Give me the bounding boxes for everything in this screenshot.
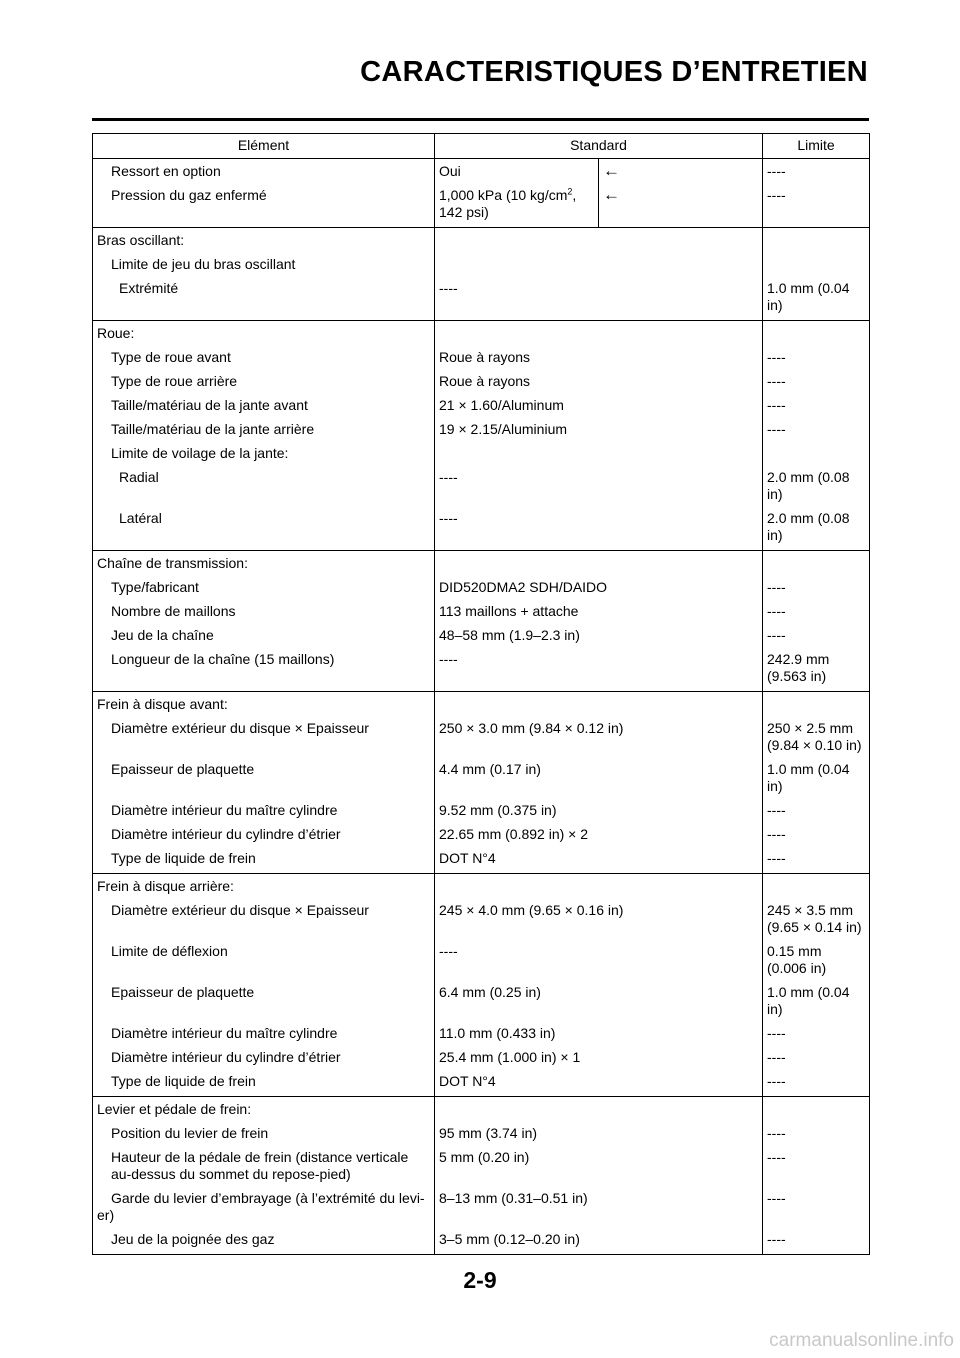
table-row: [93, 159, 870, 188]
row-label: Longueur de la chaîne (15 maillons): [93, 651, 435, 692]
group-title-row: [93, 321, 870, 350]
table-row: [93, 510, 870, 551]
row-limite: ----: [763, 603, 870, 627]
group-title-row: [93, 228, 870, 257]
row-limite: 0.15 mm (0.006 in): [763, 943, 870, 984]
row-limite: ----: [763, 1190, 870, 1231]
row-label: Type de liquide de frein: [93, 850, 435, 874]
row-standard: ----: [435, 469, 763, 510]
row-standard: 19 × 2.15/Aluminium: [435, 421, 763, 445]
group-title: Levier et pédale de frein:: [93, 1097, 435, 1126]
row-limite: ----: [763, 373, 870, 397]
row-label: Taille/matériau de la jante arrière: [93, 421, 435, 445]
row-standard: DOT N°4: [435, 850, 763, 874]
row-standard: 3–5 mm (0.12–0.20 in): [435, 1231, 763, 1255]
table-row: [93, 902, 870, 943]
table-row: [93, 469, 870, 510]
row-label: Diamètre intérieur du cylindre d’étrier: [93, 826, 435, 850]
row-label: Hauteur de la pédale de frein (distance verticale au-dessus du sommet du repose-pied): [93, 1149, 435, 1190]
spec-table: [92, 133, 870, 1255]
group-ressort: [93, 159, 870, 228]
group-chaine: [93, 551, 870, 692]
row-label: Ressort en option: [93, 159, 435, 188]
row-limite: 245 × 3.5 mm (9.65 × 0.14 in): [763, 902, 870, 943]
row-limite: 1.0 mm (0.04 in): [763, 280, 870, 321]
row-label: Radial: [93, 469, 435, 510]
table-row: [93, 802, 870, 826]
row-limite: 1.0 mm (0.04 in): [763, 761, 870, 802]
row-label: Type/fabricant: [93, 579, 435, 603]
row-standard: 25.4 mm (1.000 in) × 1: [435, 1049, 763, 1073]
table-row: [93, 1073, 870, 1097]
row-standard: Roue à rayons: [435, 373, 763, 397]
row-limite: 250 × 2.5 mm (9.84 × 0.10 in): [763, 720, 870, 761]
row-limite: ----: [763, 349, 870, 373]
row-label: Type de roue arrière: [93, 373, 435, 397]
table-row: [93, 603, 870, 627]
row-label: Taille/matériau de la jante avant: [93, 397, 435, 421]
row-standard: DID520DMA2 SDH/DAIDO: [435, 579, 763, 603]
table-row: [93, 1149, 870, 1190]
table-row: [93, 720, 870, 761]
row-label: Diamètre extérieur du disque × Epaisseur: [93, 720, 435, 761]
table-row: [93, 349, 870, 373]
row-label: Type de roue avant: [93, 349, 435, 373]
row-limite: ----: [763, 421, 870, 445]
row-limite: ----: [763, 1149, 870, 1190]
row-label: Epaisseur de plaquette: [93, 761, 435, 802]
group-title: Frein à disque avant:: [93, 692, 435, 721]
row-limite: ----: [763, 627, 870, 651]
row-label: Pression du gaz enfermé: [93, 187, 435, 228]
row-standard: 250 × 3.0 mm (9.84 × 0.12 in): [435, 720, 763, 761]
row-limite: 1.0 mm (0.04 in): [763, 984, 870, 1025]
group-bras-oscillant: [93, 228, 870, 321]
group-levier-pedale: [93, 1097, 870, 1255]
row-label: Diamètre extérieur du disque × Epaisseur: [93, 902, 435, 943]
row-limite: ----: [763, 1025, 870, 1049]
row-standard: 11.0 mm (0.433 in): [435, 1025, 763, 1049]
row-limite: 242.9 mm (9.563 in): [763, 651, 870, 692]
header-limite: Limite: [763, 134, 870, 159]
row-standard: 48–58 mm (1.9–2.3 in): [435, 627, 763, 651]
row-label: Nombre de maillons: [93, 603, 435, 627]
row-standard: 1,000 kPa (10 $kg/cm^2$, 142 psi): [435, 187, 599, 228]
table-row: [93, 761, 870, 802]
table-row: [93, 373, 870, 397]
table-row: [93, 256, 870, 280]
arrow-icon: ←: [599, 187, 763, 228]
row-standard: 4.4 mm (0.17 in): [435, 761, 763, 802]
row-limite: ----: [763, 1231, 870, 1255]
page-title: CARACTERISTIQUES D’ENTRETIEN: [360, 56, 868, 88]
row-limite: ----: [763, 1125, 870, 1149]
table-row: [93, 421, 870, 445]
header-standard: Standard: [435, 134, 763, 159]
row-standard: Oui: [435, 159, 599, 188]
row-label: Diamètre intérieur du maître cylindre: [93, 802, 435, 826]
row-limite: 2.0 mm (0.08 in): [763, 469, 870, 510]
table-row: [93, 1049, 870, 1073]
title-rule: [92, 118, 869, 121]
table-row: [93, 1025, 870, 1049]
row-label: Diamètre intérieur du maître cylindre: [93, 1025, 435, 1049]
table-row: [93, 397, 870, 421]
row-label: Limite de voilage de la jante:: [93, 445, 435, 469]
group-title: Chaîne de transmission:: [93, 551, 435, 580]
row-label: Epaisseur de plaquette: [93, 984, 435, 1025]
row-label: Jeu de la poignée des gaz: [93, 1231, 435, 1255]
row-label: Latéral: [93, 510, 435, 551]
row-standard: Roue à rayons: [435, 349, 763, 373]
table-row: [93, 984, 870, 1025]
group-title-row: [93, 551, 870, 580]
row-standard: DOT N°4: [435, 1073, 763, 1097]
row-limite: ----: [763, 579, 870, 603]
row-label: Limite de jeu du bras oscillant: [93, 256, 435, 280]
row-limite: ----: [763, 1073, 870, 1097]
group-title: Frein à disque arrière:: [93, 874, 435, 903]
table-header-row: [93, 134, 870, 159]
row-standard: 8–13 mm (0.31–0.51 in): [435, 1190, 763, 1231]
row-limite: ----: [763, 1049, 870, 1073]
table-row: [93, 651, 870, 692]
row-standard: 22.65 mm (0.892 in) × 2: [435, 826, 763, 850]
group-title-row: [93, 1097, 870, 1126]
row-label: Position du levier de frein: [93, 1125, 435, 1149]
row-standard: ----: [435, 280, 763, 321]
watermark: carmanualsonline.info: [769, 1330, 954, 1351]
row-limite: 2.0 mm (0.08 in): [763, 510, 870, 551]
group-roue: [93, 321, 870, 551]
table-row: [93, 187, 870, 228]
group-frein-arriere: [93, 874, 870, 1097]
table-row: [93, 280, 870, 321]
row-limite: ----: [763, 826, 870, 850]
page-number: 2-9: [463, 1267, 497, 1293]
table-row: [93, 627, 870, 651]
table-row: [93, 579, 870, 603]
row-label: Jeu de la chaîne: [93, 627, 435, 651]
table-row: [93, 1190, 870, 1231]
row-standard: 6.4 mm (0.25 in): [435, 984, 763, 1025]
row-standard: 95 mm (3.74 in): [435, 1125, 763, 1149]
row-limite: ----: [763, 187, 870, 228]
row-limite: ----: [763, 802, 870, 826]
row-label: Garde du levier d’embrayage (à l’extrémité du levi- er): [93, 1190, 435, 1231]
arrow-icon: ←: [599, 159, 763, 188]
row-standard: ----: [435, 510, 763, 551]
table-row: [93, 826, 870, 850]
row-label: Extrémité: [93, 280, 435, 321]
table-row: [93, 1125, 870, 1149]
row-standard: 113 maillons + attache: [435, 603, 763, 627]
row-limite: ----: [763, 397, 870, 421]
row-standard: ----: [435, 651, 763, 692]
row-standard: 9.52 mm (0.375 in): [435, 802, 763, 826]
row-limite: ----: [763, 850, 870, 874]
table-row: [93, 943, 870, 984]
group-title: Roue:: [93, 321, 435, 350]
group-title: Bras oscillant:: [93, 228, 435, 257]
table-row: [93, 445, 870, 469]
row-standard: 5 mm (0.20 in): [435, 1149, 763, 1190]
group-frein-avant: [93, 692, 870, 874]
table-row: [93, 850, 870, 874]
row-limite: ----: [763, 159, 870, 188]
row-label: Type de liquide de frein: [93, 1073, 435, 1097]
header-element: Elément: [93, 134, 435, 159]
row-standard: ----: [435, 943, 763, 984]
table-row: [93, 1231, 870, 1255]
group-title-row: [93, 692, 870, 721]
row-label: Diamètre intérieur du cylindre d’étrier: [93, 1049, 435, 1073]
row-standard: 245 × 4.0 mm (9.65 × 0.16 in): [435, 902, 763, 943]
group-title-row: [93, 874, 870, 903]
row-label: Limite de déflexion: [93, 943, 435, 984]
row-standard: 21 × 1.60/Aluminum: [435, 397, 763, 421]
